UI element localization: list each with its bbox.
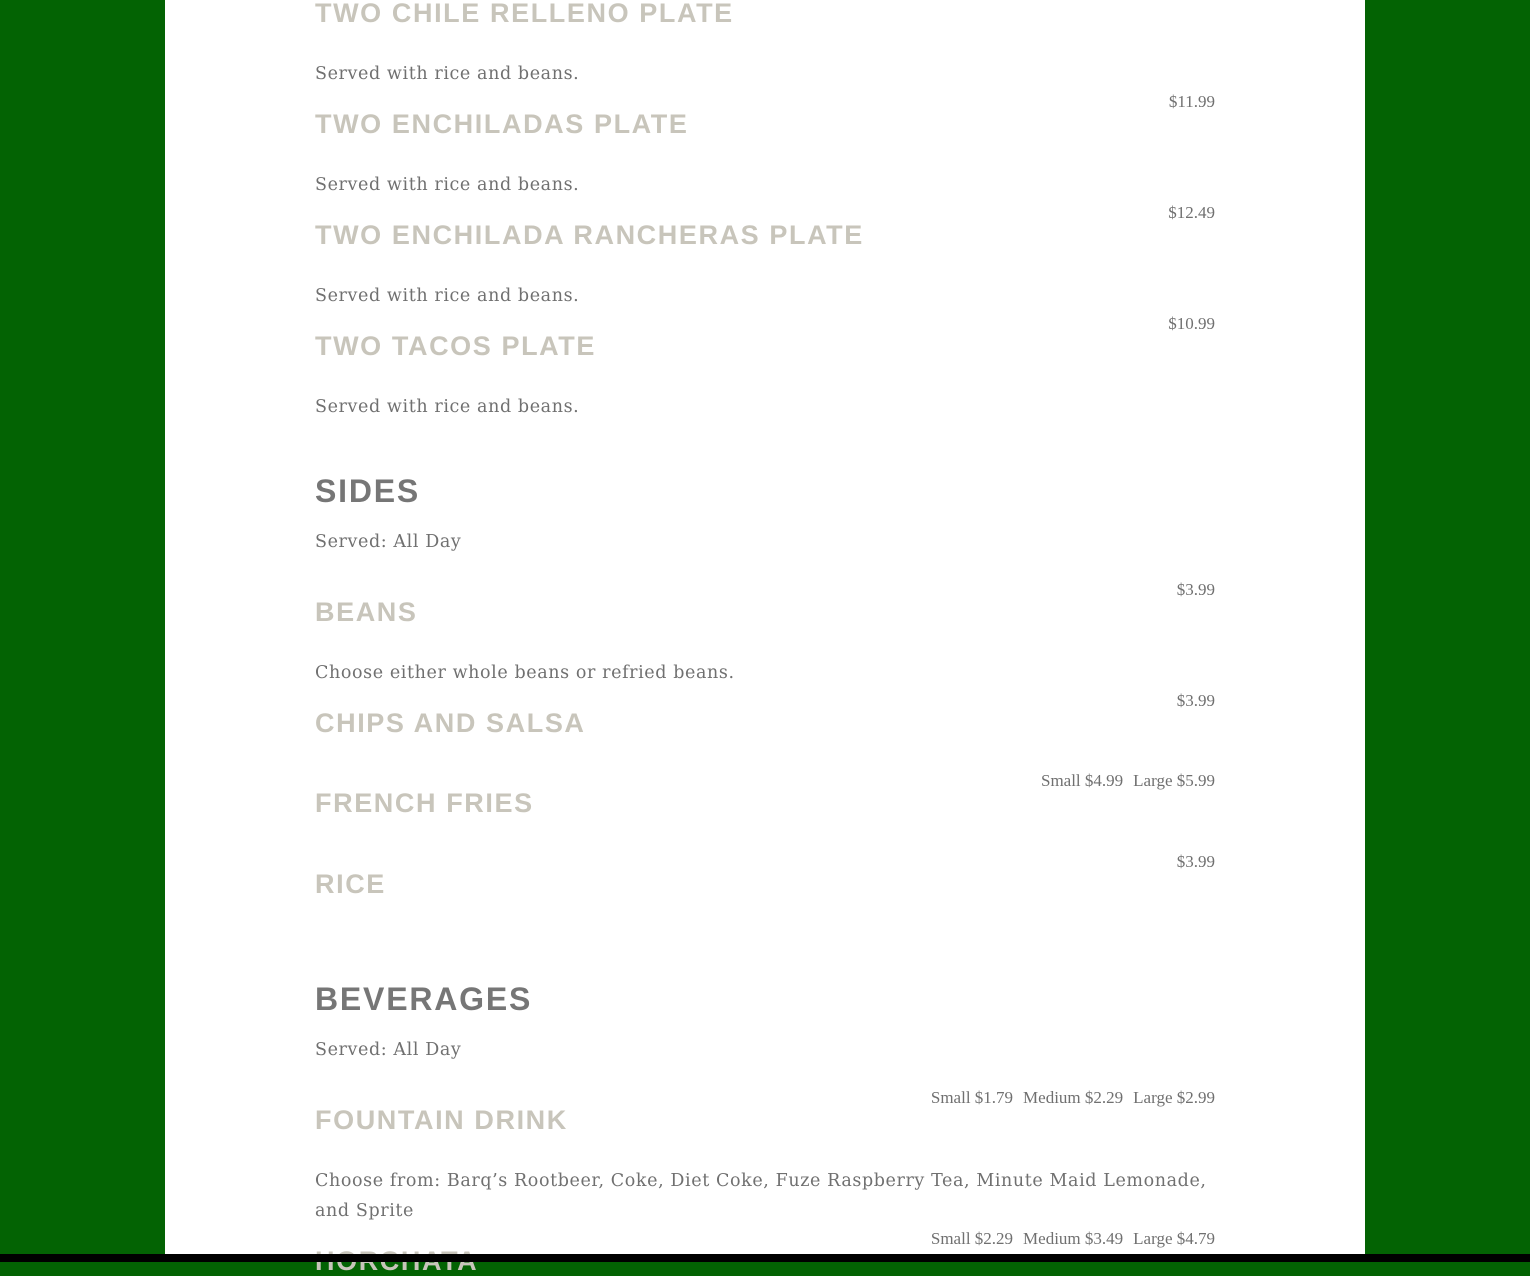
menu-item-name: TWO CHILE RELLENO PLATE: [315, 0, 734, 28]
menu-item-price: $10.99: [1168, 314, 1215, 333]
price-large: Large $5.99: [1133, 771, 1215, 790]
menu-item-price-group: [931, 1089, 1215, 1106]
menu-item-description: Served with rice and beans.: [315, 64, 580, 84]
menu-item-name: FRENCH FRIES: [315, 788, 534, 818]
menu-item-price: $12.49: [1168, 203, 1215, 222]
menu-item-name: RICE: [315, 869, 386, 899]
price-large: Large $2.99: [1133, 1088, 1215, 1107]
price-small: Small $2.29: [930, 1229, 1014, 1248]
menu-item-name: TWO TACOS PLATE: [315, 331, 596, 361]
section-served-time: Served: All Day: [315, 1040, 462, 1060]
menu-item-name: BEANS: [315, 597, 418, 627]
menu-item-price-group: [931, 1230, 1215, 1247]
price-medium: Medium $3.49: [1023, 1229, 1124, 1248]
menu-item-name: FOUNTAIN DRINK: [315, 1105, 568, 1135]
menu-item-price: $3.99: [1176, 691, 1215, 710]
menu-item-description: Served with rice and beans.: [315, 286, 580, 306]
section-title-beverages: BEVERAGES: [315, 981, 533, 1017]
menu-page: [165, 0, 1365, 1254]
menu-item-price-group: [1041, 772, 1215, 789]
menu-item-name: CHIPS AND SALSA: [315, 708, 586, 738]
menu-item-description: Choose either whole beans or refried beans.: [315, 663, 735, 683]
menu-item-description: Served with rice and beans.: [315, 175, 580, 195]
price-medium: Medium $2.29: [1023, 1088, 1124, 1107]
section-served-time: Served: All Day: [315, 532, 462, 552]
price-small: Small $4.99: [1040, 771, 1124, 790]
menu-item-price: $3.99: [1176, 580, 1215, 599]
bottom-bar: [0, 1254, 1530, 1262]
menu-item-description: Choose from: Barq’s Rootbeer, Coke, Diet Coke, Fuze Raspberry Tea, Minute Maid Lemonade, and Sprite: [315, 1171, 1207, 1221]
price-large: Large $4.79: [1133, 1229, 1215, 1248]
price-small: Small $1.79: [930, 1088, 1014, 1107]
menu-item-price: $3.99: [1176, 852, 1215, 871]
menu-item-name: TWO ENCHILADAS PLATE: [315, 109, 689, 139]
menu-item-name: TWO ENCHILADA RANCHERAS PLATE: [315, 220, 864, 250]
section-title-sides: SIDES: [315, 473, 421, 509]
menu-item-price: $11.99: [1168, 92, 1215, 111]
menu-item-description: Served with rice and beans.: [315, 397, 580, 417]
